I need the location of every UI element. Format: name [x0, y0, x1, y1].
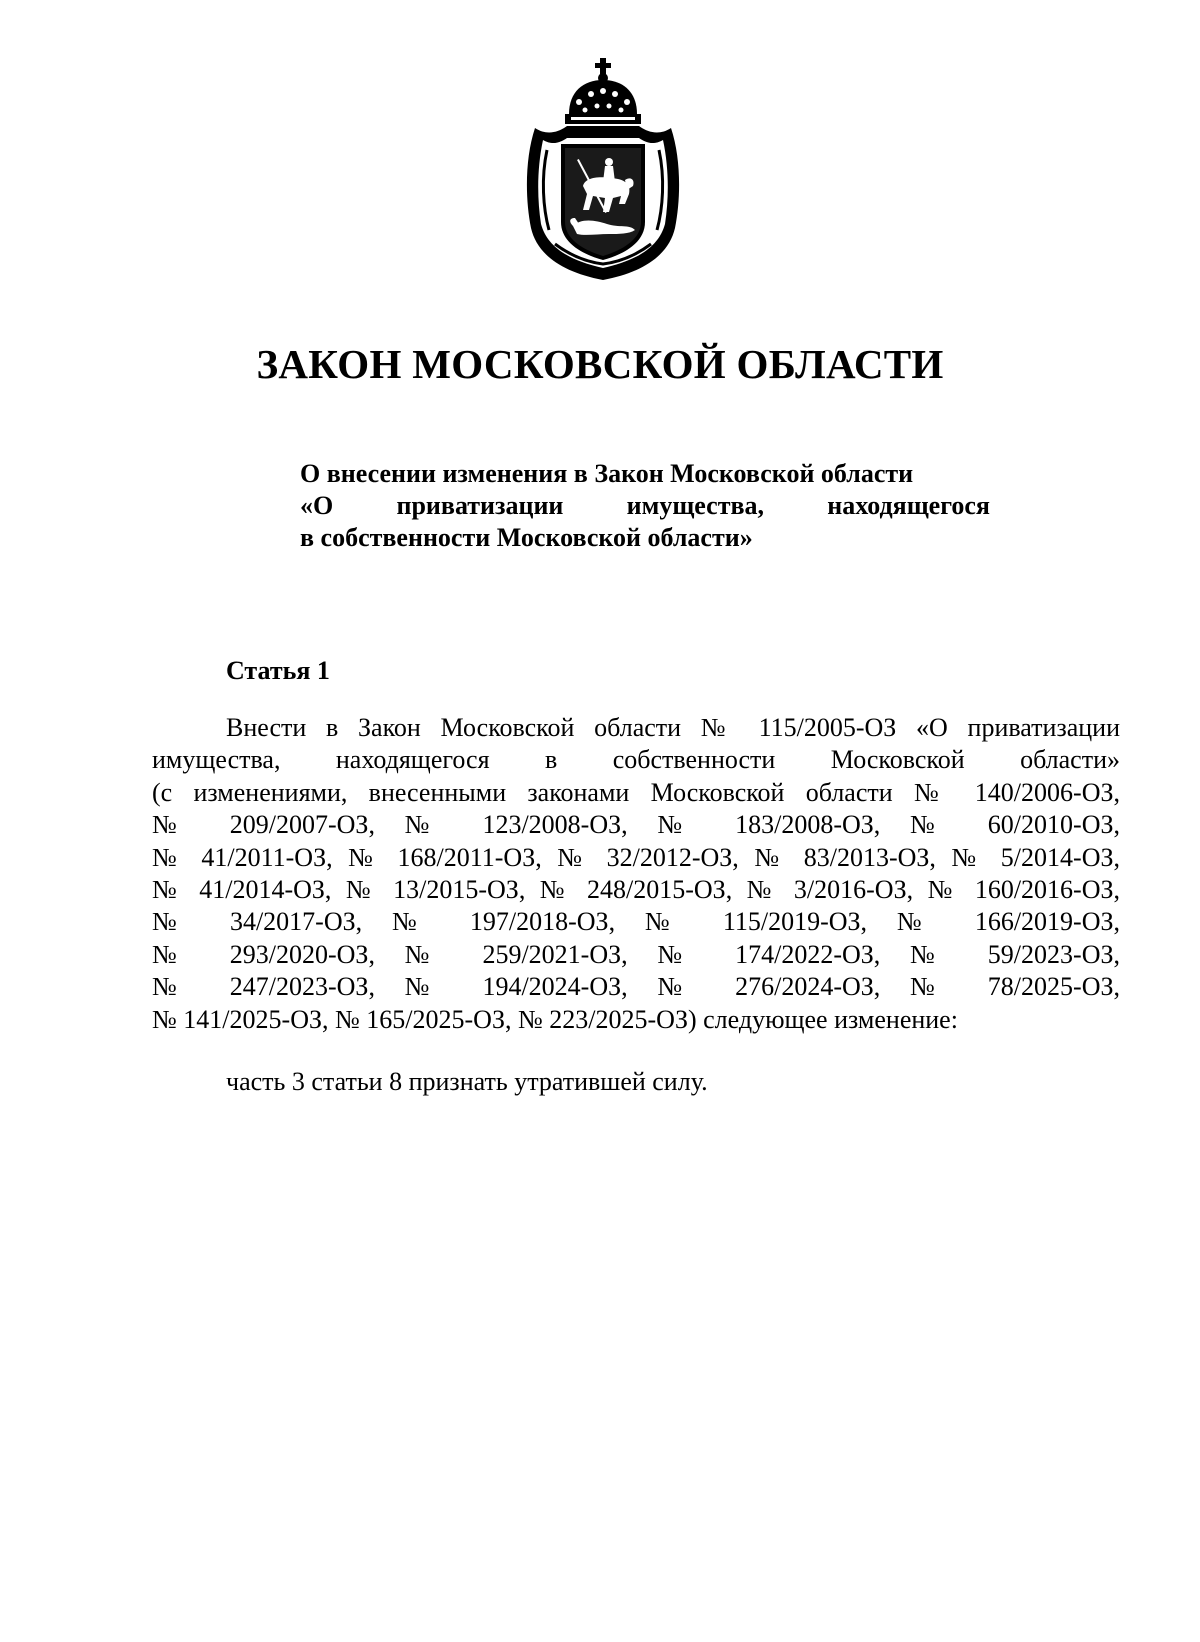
body-line: № 34/2017-ОЗ, № 197/2018-ОЗ, № 115/2019-ОЗ, № 166/2019-ОЗ,	[152, 907, 1120, 937]
document-type-heading: ЗАКОН МОСКОВСКОЙ ОБЛАСТИ	[256, 341, 944, 387]
title-line: в собственности Московской области»	[300, 523, 753, 552]
body-line: имущества, находящегося в собственности Московской области»	[152, 745, 1120, 775]
title-line: «О приватизации имущества, находящегося	[300, 491, 990, 520]
document-title	[300, 458, 990, 554]
title-line: О внесении изменения в Закон Московской области	[300, 459, 914, 488]
coat-of-arms-icon	[521, 58, 685, 286]
body-line: № 209/2007-ОЗ, № 123/2008-ОЗ, № 183/2008-ОЗ, № 60/2010-ОЗ,	[152, 810, 1120, 840]
amendment-text: часть 3 статьи 8 признать утратившей силу.	[226, 1067, 708, 1096]
body-line: № 41/2011-ОЗ, № 168/2011-ОЗ, № 32/2012-ОЗ, № 83/2013-ОЗ, № 5/2014-ОЗ,	[152, 842, 1120, 872]
body-line: № 141/2025-ОЗ, № 165/2025-ОЗ, № 223/2025-ОЗ) следующее изменение:	[152, 1004, 958, 1034]
article-heading: Статья 1	[226, 656, 330, 685]
body-line: (с изменениями, внесенными законами Московской области № 140/2006-ОЗ,	[152, 777, 1120, 807]
body-line: № 247/2023-ОЗ, № 194/2024-ОЗ, № 276/2024-ОЗ, № 78/2025-ОЗ,	[152, 972, 1120, 1002]
article-body	[152, 712, 1120, 1036]
body-line: № 41/2014-ОЗ, № 13/2015-ОЗ, № 248/2015-ОЗ, № 3/2016-ОЗ, № 160/2016-ОЗ,	[152, 875, 1120, 905]
body-line: Внести в Закон Московской области № 115/2005-ОЗ «О приватизации	[226, 713, 1120, 742]
body-line: № 293/2020-ОЗ, № 259/2021-ОЗ, № 174/2022-ОЗ, № 59/2023-ОЗ,	[152, 939, 1120, 969]
